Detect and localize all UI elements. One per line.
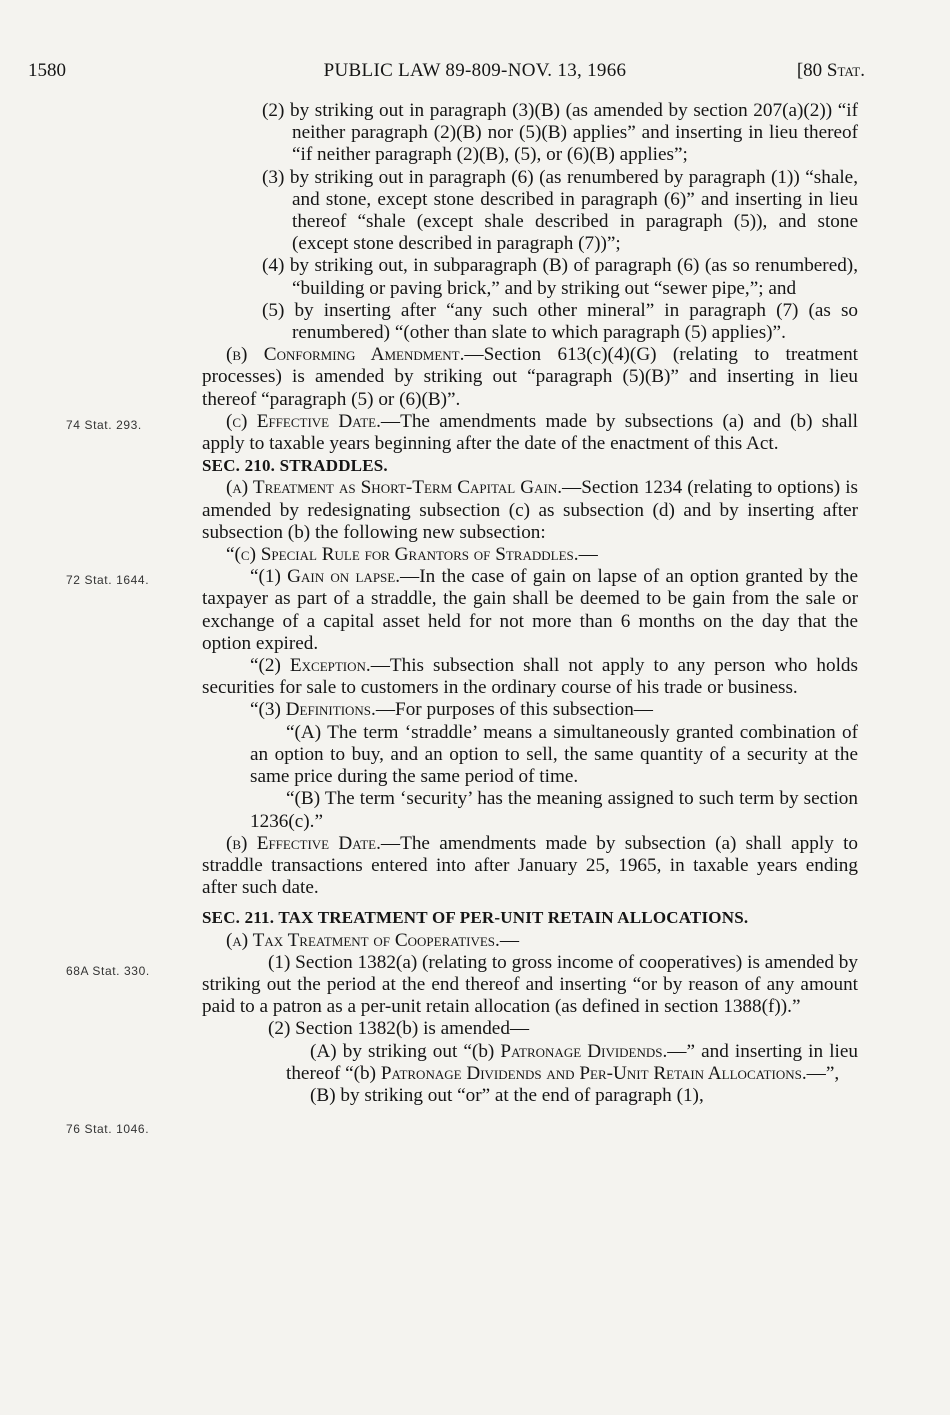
- paragraph-text: .—” and inserting in lieu thereof “(b): [286, 1040, 858, 1084]
- paragraph-text: Patronage Dividends and Per-Unit Retain Allocations: [380, 1062, 802, 1084]
- subsection-heading: (a) Tax Treatment of Cooperatives.: [226, 929, 500, 951]
- paragraph-text: —This subsection shall not apply to any person who holds securities for sale to customers in the ordinary course of his trade or business.: [202, 655, 858, 699]
- paragraph: (B) by striking out “or” at the end of paragraph (1),: [310, 1084, 704, 1106]
- paragraph: [202, 344, 858, 411]
- paragraph: [202, 544, 858, 566]
- paragraph-text: —Section 613(c)(4)(G) (relating to treatment processes) is amended by striking out “paragraph (5)(B)” and inserting in lieu thereof “paragraph (5) or (6)(B)”.: [202, 344, 858, 410]
- paragraph-text: —In the case of gain on lapse of an option granted by the taxpayer as part of a straddle, the gain shall be deemed to be gain from the sale or exchange of a capital asset held for not more than 6 months on the day that the option expired.: [202, 566, 858, 654]
- margin-note: 76 Stat. 1046.: [66, 1122, 150, 1136]
- subsection-heading: (b) Conforming Amendment.: [226, 344, 465, 366]
- page-title: PUBLIC LAW 89-809-NOV. 13, 1966: [323, 60, 627, 81]
- paragraph: “(A) The term ‘straddle’ means a simultaneously granted combination of an option to buy, and an option to sell, the same quantity of a security at the same price during the same period of time.: [250, 721, 858, 788]
- page-header: [0, 60, 950, 86]
- paragraph-text: .—”,: [801, 1062, 840, 1084]
- paragraph: (2) by striking out in paragraph (3)(B) (as amended by section 207(a)(2)) “if neither paragraph (2)(B) nor (5)(B) applies” and inserting in lieu thereof “if neither paragraph (2)(B), (5), or (6)(B) applies”;: [262, 100, 858, 166]
- subsection-heading: “(1) Gain on lapse.: [250, 566, 401, 588]
- paragraph-text: —: [578, 544, 598, 566]
- subsection-heading: “(2) Exception.: [250, 655, 371, 677]
- paragraph: (4) by striking out, in subparagraph (B) of paragraph (6) (as so renumbered), “building or paving brick,” and by striking out “sewer pipe,”; and: [262, 255, 858, 299]
- section-heading: SEC. 210. STRADDLES.: [202, 456, 388, 476]
- paragraph: (5) by inserting after “any such other mineral” in paragraph (7) (as so renumbered) “(other than slate to which paragraph (5) applies)”.: [262, 299, 858, 344]
- paragraph: [202, 566, 858, 655]
- paragraph: [202, 411, 858, 455]
- paragraph-text: Patronage Dividends: [500, 1040, 663, 1062]
- margin-note: 68A Stat. 330.: [66, 964, 150, 978]
- paragraph: [202, 1041, 858, 1085]
- subsection-heading: (c) Effective Date.: [226, 410, 381, 432]
- paragraph-text: (A) by striking out “(b): [310, 1040, 501, 1062]
- paragraph: [202, 699, 858, 721]
- subsection-heading: “(c) Special Rule for Grantors of Straddles.: [226, 544, 579, 566]
- page-number: 1580: [28, 60, 66, 81]
- paragraph: “(B) The term ‘security’ has the meaning assigned to such term by section 1236(c).”: [250, 788, 858, 832]
- paragraph: (3) by striking out in paragraph (6) (as renumbered by paragraph (1)) “shale, and stone, except stone described in paragraph (6)” and inserting in lieu thereof “shale (except shale described in paragraph (5)), and stone (except stone described in paragraph (7))”;: [262, 166, 858, 255]
- margin-note: 74 Stat. 293.: [66, 418, 142, 432]
- paragraph: (2) Section 1382(b) is amended—: [268, 1018, 530, 1040]
- paragraph: [202, 655, 858, 699]
- volume-reference: [80 Stat.: [796, 60, 865, 81]
- paragraph: [202, 477, 858, 544]
- paragraph-text: —Section 1234 (relating to options) is amended by redesignating subsection (c) as subsection (d) and by inserting after subsection (b) the following new subsection:: [202, 477, 858, 543]
- subsection-heading: (a) Treatment as Short-Term Capital Gain.: [226, 477, 563, 499]
- document-body: [202, 100, 858, 1107]
- margin-note: 72 Stat. 1644.: [66, 573, 150, 587]
- paragraph-text: —The amendments made by subsections (a) and (b) shall apply to taxable years beginning after the date of the enactment of this Act.: [202, 410, 858, 455]
- paragraph-text: —For purposes of this subsection—: [375, 699, 653, 721]
- subsection-heading: (b) Effective Date.: [226, 832, 381, 854]
- paragraph: [202, 833, 858, 900]
- section-heading: SEC. 211. TAX TREATMENT OF PER-UNIT RETAIN ALLOCATIONS.: [202, 908, 749, 928]
- paragraph-text: —: [499, 929, 520, 951]
- subsection-heading: “(3) Definitions.: [250, 699, 376, 721]
- paragraph-text: —The amendments made by subsection (a) shall apply to straddle transactions entered into after January 25, 1965, in taxable years ending after such date.: [202, 832, 859, 899]
- paragraph: [202, 930, 858, 952]
- paragraph: (1) Section 1382(a) (relating to gross income of cooperatives) is amended by striking out the period at the end thereof and inserting “or by reason of any amount paid to a patron as a per-unit retain allocation (as defined in section 1388(f)).”: [202, 951, 858, 1018]
